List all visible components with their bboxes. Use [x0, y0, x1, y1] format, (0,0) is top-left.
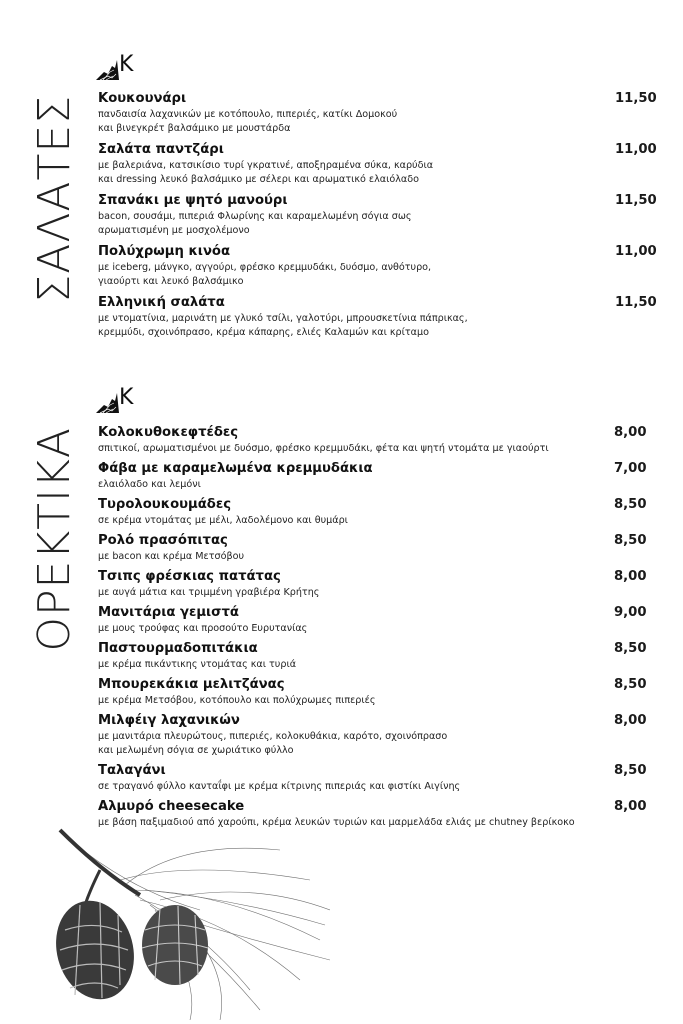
menu-item — [98, 496, 658, 528]
item-name: Πολύχρωμη κινόα — [98, 244, 231, 259]
item-name: Τσιπς φρέσκιας πατάτας — [98, 569, 281, 584]
item-price: 11,00 — [615, 244, 657, 259]
logo — [96, 52, 136, 82]
item-name: Κολοκυθοκεφτέδες — [98, 425, 239, 440]
item-price: 7,00 — [614, 461, 647, 476]
menu-item — [98, 604, 658, 636]
item-description: κρεμμύδι, σχοινόπρασο, κρέμα κάπαρης, ελιές Καλαμών και κρίταμο — [98, 327, 429, 338]
item-name: Ταλαγάνι — [98, 763, 166, 778]
item-price: 11,50 — [615, 91, 657, 106]
item-price: 11,50 — [615, 295, 657, 310]
item-description: με iceberg, μάνγκο, αγγούρι, φρέσκο κρεμμυδάκι, δυόσμο, ανθότυρο, — [98, 262, 432, 273]
salads-section — [98, 90, 658, 345]
item-name: Φάβα με καραμελωμένα κρεμμυδάκια — [98, 461, 373, 476]
item-description: με μανιτάρια πλευρώτους, πιπεριές, κολοκυθάκια, καρότο, σχοινόπρασο — [98, 731, 448, 742]
item-description: και dressing λευκό βαλσάμικο με σέλερι και αρωματικό ελαιόλαδο — [98, 174, 419, 185]
menu-item — [98, 294, 658, 339]
menu-item — [98, 243, 658, 288]
item-price: 8,50 — [614, 533, 647, 548]
item-description: και βινεγκρέτ βαλσάμικο με μουστάρδα — [98, 123, 291, 134]
item-price: 11,00 — [615, 142, 657, 157]
item-description: σε κρέμα ντομάτας με μέλι, λαδολέμονο και θυμάρι — [98, 515, 348, 526]
menu-item — [98, 712, 658, 758]
item-name: Μανιτάρια γεμιστά — [98, 605, 239, 620]
item-description: σε τραγανό φύλλο κανταΐφι με κρέμα κίτρινης πιπεριάς και φιστίκι Αιγίνης — [98, 781, 461, 792]
item-name: Σπανάκι με ψητό μανούρι — [98, 193, 288, 208]
menu-item — [98, 532, 658, 564]
item-description: και μελωμένη σόγια σε χωριάτικο φύλλο — [98, 745, 294, 756]
menu-item — [98, 460, 658, 492]
item-price: 8,00 — [614, 713, 647, 728]
menu-item — [98, 90, 658, 135]
item-price: 8,50 — [614, 641, 647, 656]
logo — [96, 385, 136, 415]
item-name: Μιλφέιγ λαχανικών — [98, 713, 240, 728]
menu-item — [98, 676, 658, 708]
item-name: Ρολό πρασόπιτας — [98, 533, 228, 548]
item-name: Τυρολουκουμάδες — [98, 497, 232, 512]
menu-item — [98, 424, 658, 456]
item-description: πανδαισία λαχανικών με κοτόπουλο, πιπεριές, κατίκι Δομοκού — [98, 109, 398, 120]
item-price: 8,50 — [614, 677, 647, 692]
item-price: 8,00 — [614, 569, 647, 584]
item-description: με κρέμα πικάντικης ντομάτας και τυριά — [98, 659, 297, 670]
item-description: με μους τρούφας και προσούτο Ευρυτανίας — [98, 623, 308, 634]
pinecone-icon — [142, 905, 208, 985]
pinecone-branch-illustration — [30, 820, 330, 1020]
menu-item — [98, 568, 658, 600]
item-description: σπιτικοί, αρωματισμένοι με δυόσμο, φρέσκο κρεμμυδάκι, φέτα και ψητή ντομάτα με γιαούρτι — [98, 443, 549, 454]
item-description: αρωματισμένη με μοσχολέμονο — [98, 225, 250, 236]
item-price: 8,00 — [614, 799, 647, 814]
item-price: 11,50 — [615, 193, 657, 208]
item-name: Μπουρεκάκια μελιτζάνας — [98, 677, 285, 692]
section-title-salads: ΣΑΛΑΤΕΣ — [29, 95, 80, 303]
item-description: bacon, σουσάμι, πιπεριά Φλωρίνης και καραμελωμένη σόγια σως — [98, 211, 412, 222]
item-description: με βάση παξιμαδιού από χαρούπι, κρέμα λευκών τυριών και μαρμελάδα ελιάς με chutney βερίκοκο — [98, 817, 575, 828]
pinecone-icon — [45, 892, 144, 1008]
item-description: με βαλεριάνα, κατσικίσιο τυρί γκρατινέ, αποξηραμένα σύκα, καρύδια — [98, 160, 434, 171]
logo-letter: K — [119, 52, 134, 77]
item-price: 9,00 — [614, 605, 647, 620]
item-description: με αυγά μάτια και τριμμένη γραβιέρα Κρήτης — [98, 587, 320, 598]
item-description: με κρέμα Μετσόβου, κοτόπουλο και πολύχρωμες πιπεριές — [98, 695, 376, 706]
item-description: ελαιόλαδο και λεμόνι — [98, 479, 201, 490]
item-description: με ντοματίνια, μαρινάτη με γλυκό τσίλι, γαλοτύρι, μπρουσκετίνια πάπρικας, — [98, 313, 468, 324]
item-name: Ελληνική σαλάτα — [98, 295, 225, 310]
item-description: γιαούρτι και λευκό βαλσάμικο — [98, 276, 244, 287]
menu-item — [98, 640, 658, 672]
menu-item — [98, 192, 658, 237]
item-name: Κουκουνάρι — [98, 91, 187, 106]
item-name: Παστουρμαδοπιτάκια — [98, 641, 258, 656]
logo-letter: K — [119, 385, 134, 410]
item-name: Σαλάτα παντζάρι — [98, 142, 224, 157]
item-price: 8,00 — [614, 425, 647, 440]
menu-item — [98, 141, 658, 186]
appetizers-section — [98, 424, 658, 834]
item-name: Αλμυρό cheesecake — [98, 799, 245, 814]
item-price: 8,50 — [614, 763, 647, 778]
section-title-appetizers: ΟΡΕΚΤΙΚΑ — [29, 427, 80, 652]
item-description: με bacon και κρέμα Μετσόβου — [98, 551, 244, 562]
item-price: 8,50 — [614, 497, 647, 512]
menu-item — [98, 762, 658, 794]
